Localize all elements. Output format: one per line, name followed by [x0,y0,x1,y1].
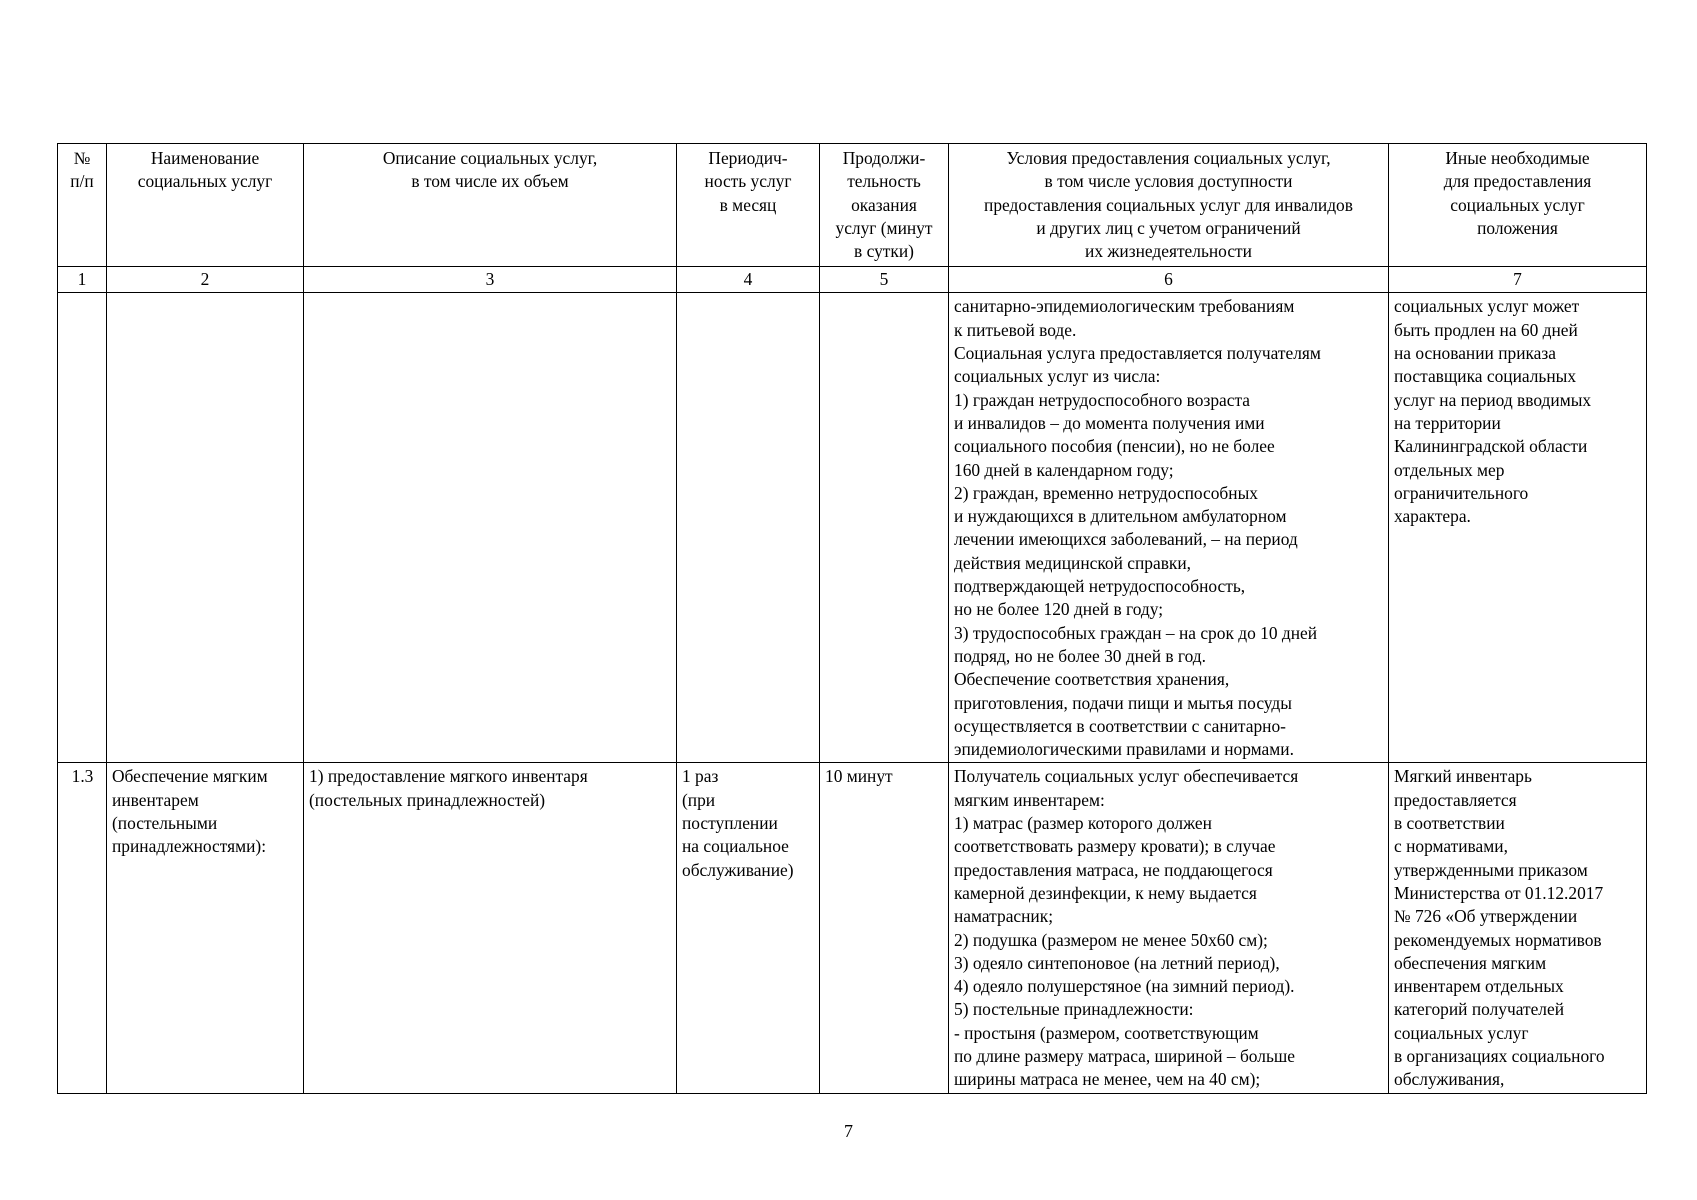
text-line: и других лиц с учетом ограничений [1036,217,1301,238]
text-line: характера. [1394,506,1471,527]
text-line: 1) матрас (размер которого должен [954,813,1212,834]
text-line: инвентарем [112,789,199,810]
column-number: 2 [107,267,304,293]
text-line: № [73,148,91,168]
text-line: лечении имеющихся заболеваний, – на период [954,529,1298,550]
row-other [1389,763,1647,1093]
text-line: предоставления социальных услуг для инвалидов [984,194,1353,215]
row-description [304,293,677,763]
text-line: 2) подушка (размером не менее 50х60 см); [954,929,1268,950]
text-line: ограничительного [1394,482,1529,503]
text-line: 1) граждан нетрудоспособного возраста [954,389,1250,410]
column-number: 6 [949,267,1389,293]
text-line: 2) граждан, временно нетрудоспособных [954,482,1258,503]
header-periodicity [677,144,820,267]
text-line: с нормативами, [1394,836,1508,857]
text-line: (постельными [112,813,218,834]
text-line: к питьевой воде. [954,319,1077,340]
page-number: 7 [844,1121,853,1141]
text-line: подряд, но не более 30 дней в год. [954,645,1207,666]
header-description [304,144,677,267]
text-line: в сутки) [854,241,914,262]
row-periodicity [677,763,820,1093]
text-line: 1 раз [682,766,719,787]
text-line: социального пособия (пенсии), но не более [954,436,1275,457]
row-num [58,293,107,763]
text-line: и нуждающихся в длительном амбулаторном [954,506,1287,527]
text-line: услуг на период вводимых [1394,389,1592,410]
text-line: 160 дней в календарном году; [954,459,1174,480]
text-line: приготовления, подачи пищи и мытья посуды [954,692,1292,713]
header-duration [820,144,949,267]
text-line: Социальная услуга предоставляется получателям [954,343,1321,364]
text-line: 3) одеяло синтепоновое (на летний период), [954,952,1280,973]
text-line: осуществляется в соответствии с санитарно- [954,715,1286,736]
text-line: действия медицинской справки, [954,552,1192,573]
text-line: в организациях социального [1394,1045,1605,1066]
text-line: в том числе их объем [411,171,569,192]
text-line: 10 минут [825,766,893,787]
text-line: Калининградской области [1394,436,1588,457]
text-line: но не более 120 дней в году; [954,599,1164,620]
text-line: рекомендуемых нормативов [1394,929,1602,950]
text-line: социальных услуг [1450,194,1585,215]
text-line: тельность [847,171,921,192]
text-line: обслуживание) [682,859,794,880]
text-line: поставщика социальных [1394,366,1577,387]
text-line: инвентарем отдельных [1394,976,1564,997]
text-line: № 726 «Об утверждении [1394,906,1578,927]
text-line: в том числе условия доступности [1044,171,1293,192]
text-line: в месяц [719,194,777,215]
text-line: социальных услуг [137,171,273,192]
row-duration [820,293,949,763]
text-line: услуг (минут [835,217,933,238]
header-other [1389,144,1647,267]
text-line: принадлежностями): [112,836,267,857]
text-line: 1) предоставление мягкого инвентаря [309,766,588,787]
header-row [58,144,1647,267]
row-conditions [949,763,1389,1093]
text-line: социальных услуг может [1394,296,1580,317]
text-line: утвержденными приказом [1394,859,1588,880]
text-line: Получатель социальных услуг обеспечивается [954,766,1299,787]
text-line: подтверждающей нетрудоспособность, [954,576,1246,597]
text-line: п/п [70,171,94,192]
text-line: их жизнедеятельности [1085,241,1252,262]
text-line: предоставления матраса, не поддающегося [954,859,1273,880]
text-line: санитарно-эпидемиологическим требованиям [954,296,1295,317]
row-conditions [949,293,1389,763]
text-line: Иные необходимые [1445,148,1590,168]
text-line: наматрасник; [954,906,1054,927]
text-line: Продолжи- [842,148,926,168]
text-line: и инвалидов – до момента получения ими [954,412,1265,433]
text-line: обслуживания, [1394,1069,1505,1090]
text-line: в соответствии [1394,813,1505,834]
text-line: Периодич- [708,148,788,168]
row-periodicity [677,293,820,763]
column-number: 7 [1389,267,1647,293]
row-name [107,763,304,1093]
text-line: категорий получателей [1394,999,1565,1020]
text-line: поступлении [682,813,778,834]
text-line: Обеспечение мягким [112,766,268,787]
text-line: обеспечения мягким [1394,952,1547,973]
text-line: соответствовать размеру кровати); в случае [954,836,1276,857]
header-name [107,144,304,267]
text-line: быть продлен на 60 дней [1394,319,1578,340]
text-line: 3) трудоспособных граждан – на срок до 10 дней [954,622,1318,643]
column-number: 3 [304,267,677,293]
table-row [58,293,1647,763]
row-name [107,293,304,763]
text-line: Обеспечение соответствия хранения, [954,669,1230,690]
text-line: на социальное [682,836,789,857]
column-number: 1 [58,267,107,293]
header-num [58,144,107,267]
column-number: 5 [820,267,949,293]
text-line: предоставляется [1394,789,1517,810]
column-numbers-row [58,267,1647,293]
text-line: социальных услуг из числа: [954,366,1161,387]
text-line: для предоставления [1443,171,1592,192]
text-line: - простыня (размером, соответствующим [954,1022,1259,1043]
text-line: оказания [851,194,917,215]
text-line: Министерства от 01.12.2017 [1394,882,1604,903]
text-line: Наименование [150,148,260,168]
text-line: ширины матраса не менее, чем на 40 см); [954,1069,1261,1090]
text-line: эпидемиологическими правилами и нормами. [954,739,1294,760]
services-table [57,143,1647,1094]
text-line: ность услуг [704,171,792,192]
text-line: по длине размеру матраса, шириной – больше [954,1045,1295,1066]
text-line: Мягкий инвентарь [1394,766,1532,787]
row-description [304,763,677,1093]
row-num: 1.3 [58,763,107,1093]
column-number: 4 [677,267,820,293]
header-conditions [949,144,1389,267]
row-other [1389,293,1647,763]
text-line: мягким инвентарем: [954,789,1105,810]
text-line: положения [1477,217,1558,238]
row-duration [820,763,949,1093]
text-line: (при [682,789,716,810]
text-line: Условия предоставления социальных услуг, [1006,148,1331,168]
text-line: 5) постельные принадлежности: [954,999,1194,1020]
text-line: (постельных принадлежностей) [309,789,546,810]
text-line: камерной дезинфекции, к нему выдается [954,882,1257,903]
text-line: на территории [1394,412,1501,433]
text-line: социальных услуг [1394,1022,1529,1043]
text-line: Описание социальных услуг, [382,148,598,168]
table-row [58,763,1647,1093]
text-line: на основании приказа [1394,343,1556,364]
text-line: 4) одеяло полушерстяное (на зимний период). [954,976,1295,997]
text-line: отдельных мер [1394,459,1505,480]
